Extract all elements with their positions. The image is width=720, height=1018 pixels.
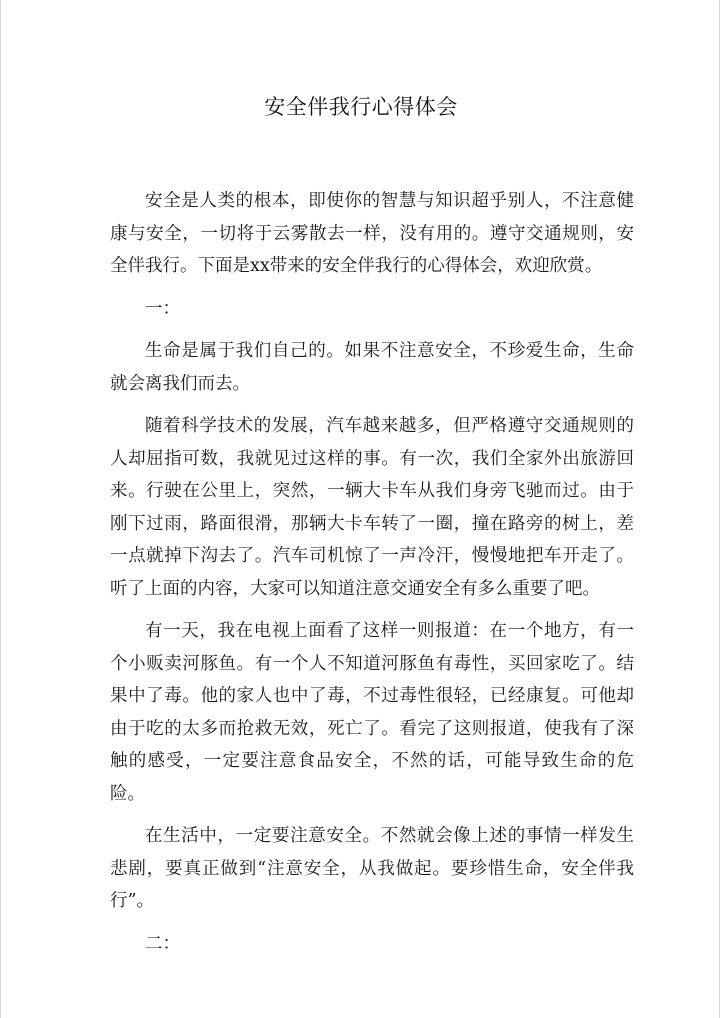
document-title: 安全伴我行心得体会 [264, 95, 458, 119]
paragraph-intro: 安全是人类的根本，即使你的智慧与知识超乎别人，不注意健康与安全，一切将于云雾散去一样，没有用的。遵守交通规则，安全伴我行。下面是xx带来的安全伴我行的心得体会，欢迎欣赏。 [110, 191, 634, 276]
paragraph: 在生活中，一定要注意安全。不然就会像上述的事情一样发生悲剧，要真正做到“注意安全，从我做起。要珍惜生命，安全伴我行”。 [110, 826, 634, 911]
section-heading-two: 二： [145, 933, 180, 954]
section-heading-one: 一： [145, 298, 180, 319]
document-body [110, 185, 634, 970]
paragraph: 随着科学技术的发展，汽车越来越多，但严格遵守交通规则的人却屈指可数，我就见过这样的事。有一次，我们全家外出旅游回来。行驶在公里上，突然，一辆大卡车从我们身旁飞驰而过。由于刚下过雨，路面很滑，那辆大卡车转了一圈，撞在路旁的树上，差一点就掉下沟去了。汽车司机惊了一声冷汗，慢慢地把车开走了。听了上面的内容，大家可以知道注意交通安全有多么重要了吧。 [110, 416, 634, 599]
paragraph: 生命是属于我们自己的。如果不注意安全，不珍爱生命，生命就会离我们而去。 [110, 341, 634, 394]
paragraph: 有一天，我在电视上面看了这样一则报道：在一个地方，有一个小贩卖河豚鱼。有一个人不知道河豚鱼有毒性，买回家吃了。结果中了毒。他的家人也中了毒，不过毒性很轻，已经康复。可他却由于吃的太多而抢救无效，死亡了。看完了这则报道，使我有了深触的感受，一定要注意食品安全，不然的话，可能导致生命的危险。 [110, 621, 634, 804]
